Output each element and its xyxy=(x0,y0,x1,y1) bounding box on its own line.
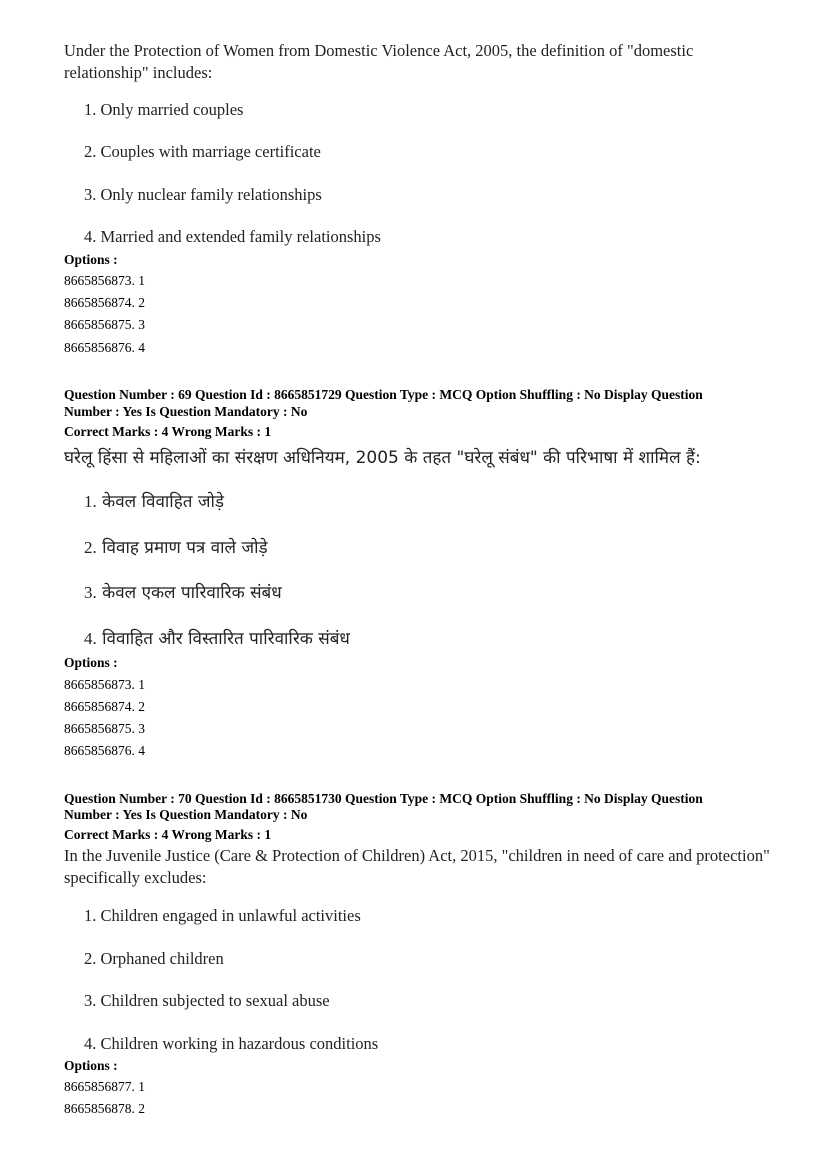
question-70-choice-2: 2. Orphaned children xyxy=(84,949,224,968)
question-69-choice-3: 3. केवल एकल पारिवारिक संबंध xyxy=(84,583,282,603)
question-69-choice-1: 1. केवल विवाहित जोड़े xyxy=(84,492,224,512)
question-70-header-line-2: Number : Yes Is Question Mandatory : No xyxy=(64,807,308,822)
question-68-stem: Under the Protection of Women from Domestic Violence Act, 2005, the definition of "domestic relationship" includes: xyxy=(64,41,694,82)
question-69-header-line-1: Question Number : 69 Question Id : 8665851729 Question Type : MCQ Option Shuffling : No Display Question xyxy=(64,387,703,402)
question-69-marks: Correct Marks : 4 Wrong Marks : 1 xyxy=(64,424,272,439)
question-69-option-id-2: 8665856874. 2 xyxy=(64,699,145,714)
question-69-choice-4: 4. विवाहित और विस्तारित पारिवारिक संबंध xyxy=(84,629,350,649)
question-70-header-line-1: Question Number : 70 Question Id : 8665851730 Question Type : MCQ Option Shuffling : No Display Question xyxy=(64,791,703,806)
question-69-choice-2: 2. विवाह प्रमाण पत्र वाले जोड़े xyxy=(84,538,268,558)
question-68-choice-4: 4. Married and extended family relationships xyxy=(84,227,381,246)
question-70-choice-3: 3. Children subjected to sexual abuse xyxy=(84,991,330,1010)
question-68-choice-2: 2. Couples with marriage certificate xyxy=(84,142,321,161)
question-70-marks: Correct Marks : 4 Wrong Marks : 1 xyxy=(64,827,272,842)
question-69-header-line-2: Number : Yes Is Question Mandatory : No xyxy=(64,404,308,419)
question-68-choice-1: 1. Only married couples xyxy=(84,100,244,119)
question-70-option-id-1: 8665856877. 1 xyxy=(64,1079,145,1094)
question-68-option-id-2: 8665856874. 2 xyxy=(64,295,145,310)
question-68-option-id-4: 8665856876. 4 xyxy=(64,340,145,355)
question-69-options-label: Options : xyxy=(64,655,118,670)
question-68-choice-3: 3. Only nuclear family relationships xyxy=(84,185,322,204)
question-70-stem: In the Juvenile Justice (Care & Protection of Children) Act, 2015, "children in need of care and protection" specifically excludes: xyxy=(64,846,770,887)
question-69-option-id-3: 8665856875. 3 xyxy=(64,721,145,736)
question-69-option-id-1: 8665856873. 1 xyxy=(64,677,145,692)
question-70-option-id-2: 8665856878. 2 xyxy=(64,1101,145,1116)
question-68-option-id-1: 8665856873. 1 xyxy=(64,273,145,288)
question-69-option-id-4: 8665856876. 4 xyxy=(64,743,145,758)
question-70-choice-4: 4. Children working in hazardous conditions xyxy=(84,1034,379,1053)
question-68-options-label: Options : xyxy=(64,252,118,267)
question-70-options-label: Options : xyxy=(64,1058,118,1073)
question-68-option-id-3: 8665856875. 3 xyxy=(64,317,145,332)
question-70-choice-1: 1. Children engaged in unlawful activities xyxy=(84,906,361,925)
question-69-stem: घरेलू हिंसा से महिलाओं का संरक्षण अधिनियम, 2005 के तहत "घरेलू संबंध" की परिभाषा में शामिल हैं: xyxy=(64,448,701,468)
